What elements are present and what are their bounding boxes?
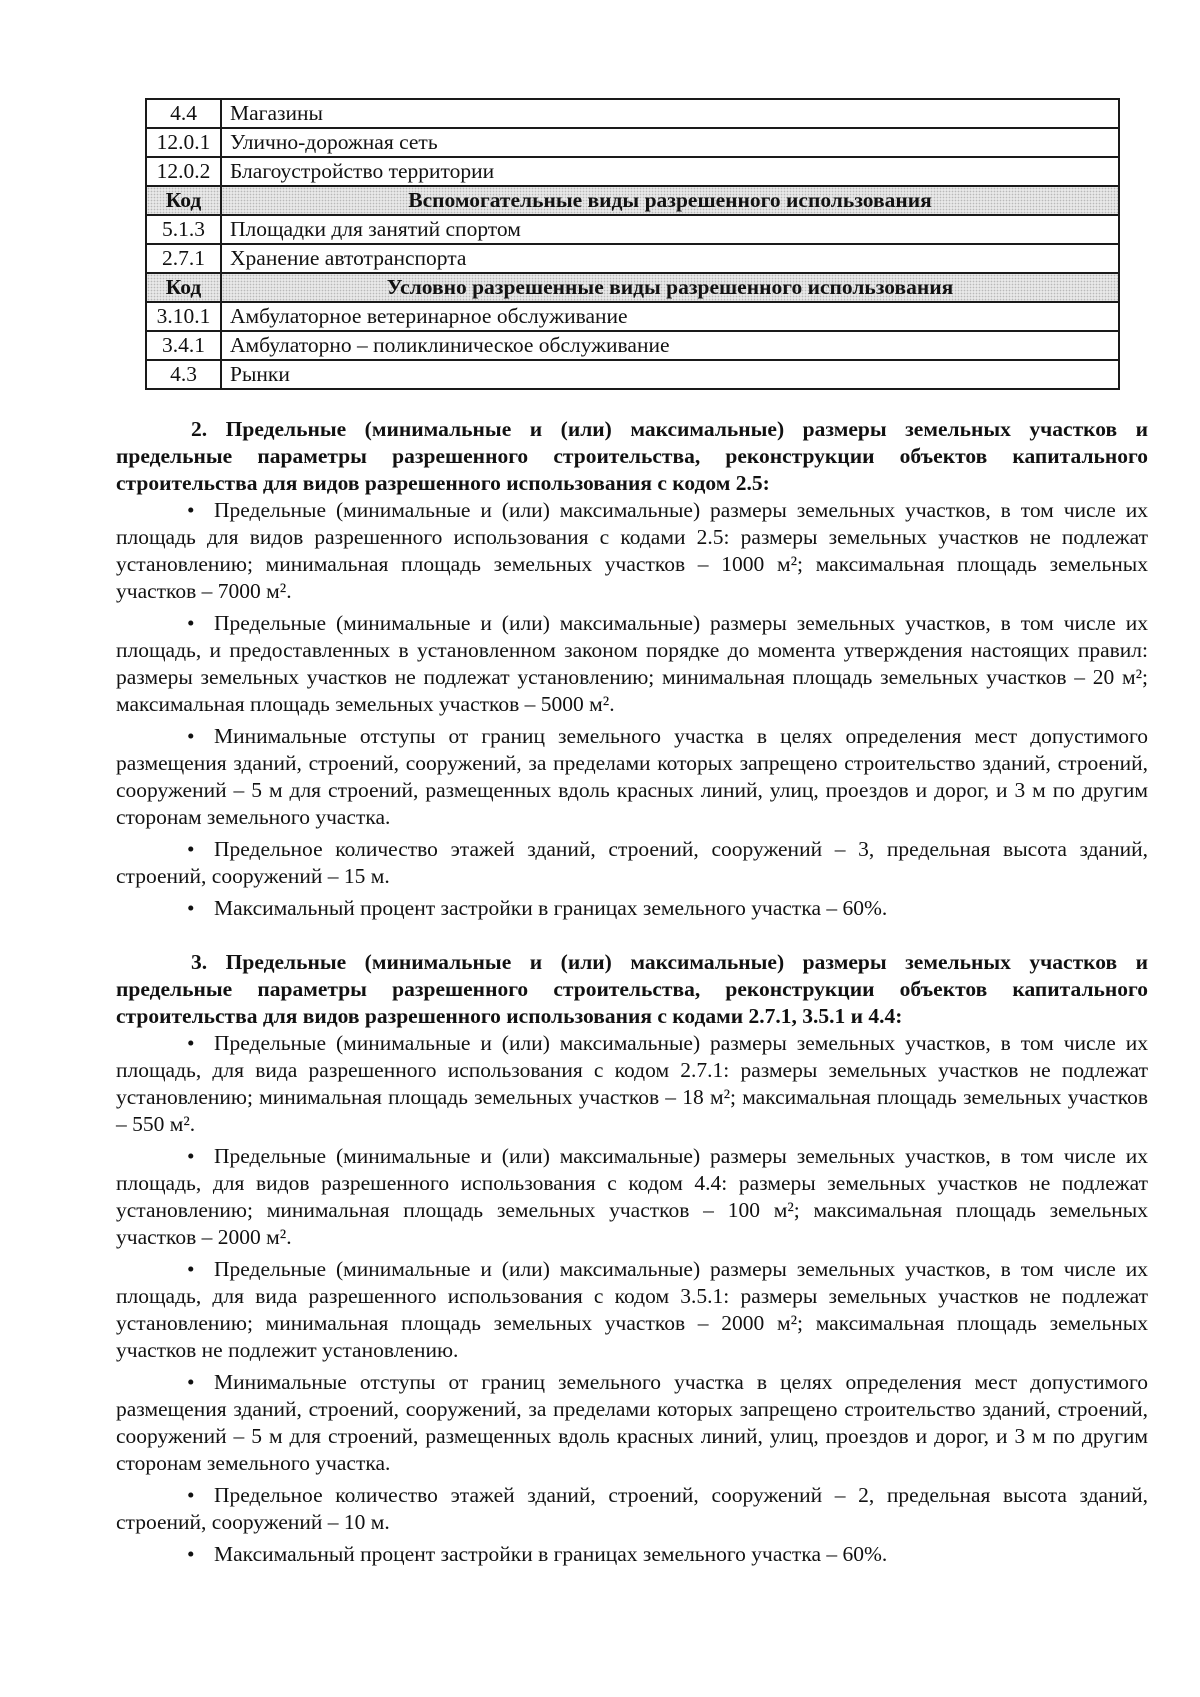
list-item xyxy=(116,1256,1148,1364)
table-row xyxy=(146,99,1119,128)
header-code: Код xyxy=(146,186,221,215)
use-name: Магазины xyxy=(221,99,1119,128)
use-code: 12.0.1 xyxy=(146,128,221,157)
list-item-text: Предельные (минимальные и (или) максимальные) размеры земельных участков, в том числе их площадь, для вида разрешенного использования с кодом 3.5.1: размеры земельных участков не подлежат установлению; минимальная площадь земельных участков – 2000 м²; максимальная площадь земельных участков не подлежит установлению. xyxy=(116,1257,1148,1362)
list-item-text: Минимальные отступы от границ земельного участка в целях определения мест допустимого размещения зданий, строений, сооружений, за пределами которых запрещено строительство зданий, строений, сооружений – 5 м для строений, размещенных вдоль красных линий, улиц, проездов и дорог, и 3 м по другим сторонам земельного участка. xyxy=(116,1370,1148,1475)
use-name: Амбулаторно – поликлиническое обслуживание xyxy=(221,331,1119,360)
use-name: Хранение автотранспорта xyxy=(221,244,1119,273)
bullet-icon: • xyxy=(187,1144,195,1168)
bullet-icon: • xyxy=(187,498,195,522)
use-code: 3.10.1 xyxy=(146,302,221,331)
bullet-icon: • xyxy=(187,896,195,920)
table-row xyxy=(146,157,1119,186)
list-item xyxy=(116,610,1148,718)
bullet-icon: • xyxy=(187,724,195,748)
list-item xyxy=(116,1143,1148,1251)
bullet-icon: • xyxy=(187,611,195,635)
use-name: Амбулаторное ветеринарное обслуживание xyxy=(221,302,1119,331)
table-header-auxiliary xyxy=(146,186,1119,215)
list-item-text: Предельные (минимальные и (или) максимальные) размеры земельных участков, в том числе их площадь, для видов разрешенного использования с кодом 4.4: размеры земельных участков не подлежат установлению; минимальная площадь земельных участков – 100 м²; максимальная площадь земельных участков – 2000 м². xyxy=(116,1144,1148,1249)
list-item xyxy=(116,497,1148,605)
list-item-text: Предельные (минимальные и (или) максимальные) размеры земельных участков, в том числе их площадь, и предоставленных в установленном законом порядке до момента утверждения настоящих правил: размеры земельных участков не подлежат установлению; минимальная площадь земельных участков – 20 м²; максимальная площадь земельных участков – 5000 м². xyxy=(116,611,1148,716)
document-page xyxy=(116,98,1148,1573)
use-code: 4.3 xyxy=(146,360,221,389)
use-code: 2.7.1 xyxy=(146,244,221,273)
bullet-icon: • xyxy=(187,1370,195,1394)
list-item xyxy=(116,1030,1148,1138)
use-name: Благоустройство территории xyxy=(221,157,1119,186)
list-item xyxy=(116,895,1148,922)
table-row xyxy=(146,215,1119,244)
land-use-table xyxy=(145,98,1120,390)
table-row xyxy=(146,128,1119,157)
section-title: 2. Предельные (минимальные и (или) максимальные) размеры земельных участков и предельные параметры разрешенного строительства, реконструкции объектов капитального строительства для видов разрешенного использования с кодом 2.5: xyxy=(116,417,1148,495)
use-code: 12.0.2 xyxy=(146,157,221,186)
list-item xyxy=(116,836,1148,890)
bullet-icon: • xyxy=(187,1257,195,1281)
section-title: 3. Предельные (минимальные и (или) максимальные) размеры земельных участков и предельные параметры разрешенного строительства, реконструкции объектов капитального строительства для видов разрешенного использования с кодами 2.7.1, 3.5.1 и 4.4: xyxy=(116,950,1148,1028)
bullet-icon: • xyxy=(187,1031,195,1055)
section-2 xyxy=(116,416,1148,922)
table-row xyxy=(146,302,1119,331)
bullet-icon: • xyxy=(187,1542,195,1566)
list-item-text: Предельные (минимальные и (или) максимальные) размеры земельных участков, в том числе их площадь для видов разрешенного использования с кодами 2.5: размеры земельных участков не подлежат установлению; минимальная площадь земельных участков – 1000 м²; максимальная площадь земельных участков – 7000 м². xyxy=(116,498,1148,603)
use-code: 5.1.3 xyxy=(146,215,221,244)
table-row xyxy=(146,331,1119,360)
header-title: Вспомогательные виды разрешенного использования xyxy=(221,186,1119,215)
list-item-text: Максимальный процент застройки в границах земельного участка – 60%. xyxy=(214,896,888,920)
header-title: Условно разрешенные виды разрешенного использования xyxy=(221,273,1119,302)
list-item xyxy=(116,723,1148,831)
table-row xyxy=(146,244,1119,273)
list-item-text: Предельное количество этажей зданий, строений, сооружений – 3, предельная высота зданий, строений, сооружений – 15 м. xyxy=(116,837,1148,888)
section-3 xyxy=(116,949,1148,1568)
bullet-icon: • xyxy=(187,837,195,861)
list-item xyxy=(116,1369,1148,1477)
table-row xyxy=(146,360,1119,389)
use-code: 3.4.1 xyxy=(146,331,221,360)
use-code: 4.4 xyxy=(146,99,221,128)
list-item-text: Минимальные отступы от границ земельного участка в целях определения мест допустимого размещения зданий, строений, сооружений, за пределами которых запрещено строительство зданий, строений, сооружений – 5 м для строений, размещенных вдоль красных линий, улиц, проездов и дорог, и 3 м по другим сторонам земельного участка. xyxy=(116,724,1148,829)
bullet-icon: • xyxy=(187,1483,195,1507)
use-name: Улично-дорожная сеть xyxy=(221,128,1119,157)
use-name: Площадки для занятий спортом xyxy=(221,215,1119,244)
use-name: Рынки xyxy=(221,360,1119,389)
list-item xyxy=(116,1482,1148,1536)
list-item-text: Предельное количество этажей зданий, строений, сооружений – 2, предельная высота зданий, строений, сооружений – 10 м. xyxy=(116,1483,1148,1534)
list-item-text: Предельные (минимальные и (или) максимальные) размеры земельных участков, в том числе их площадь, для вида разрешенного использования с кодом 2.7.1: размеры земельных участков не подлежат установлению; минимальная площадь земельных участков – 18 м²; максимальная площадь земельных участков – 550 м². xyxy=(116,1031,1148,1136)
list-item xyxy=(116,1541,1148,1568)
header-code: Код xyxy=(146,273,221,302)
table-header-conditional xyxy=(146,273,1119,302)
list-item-text: Максимальный процент застройки в границах земельного участка – 60%. xyxy=(214,1542,888,1566)
